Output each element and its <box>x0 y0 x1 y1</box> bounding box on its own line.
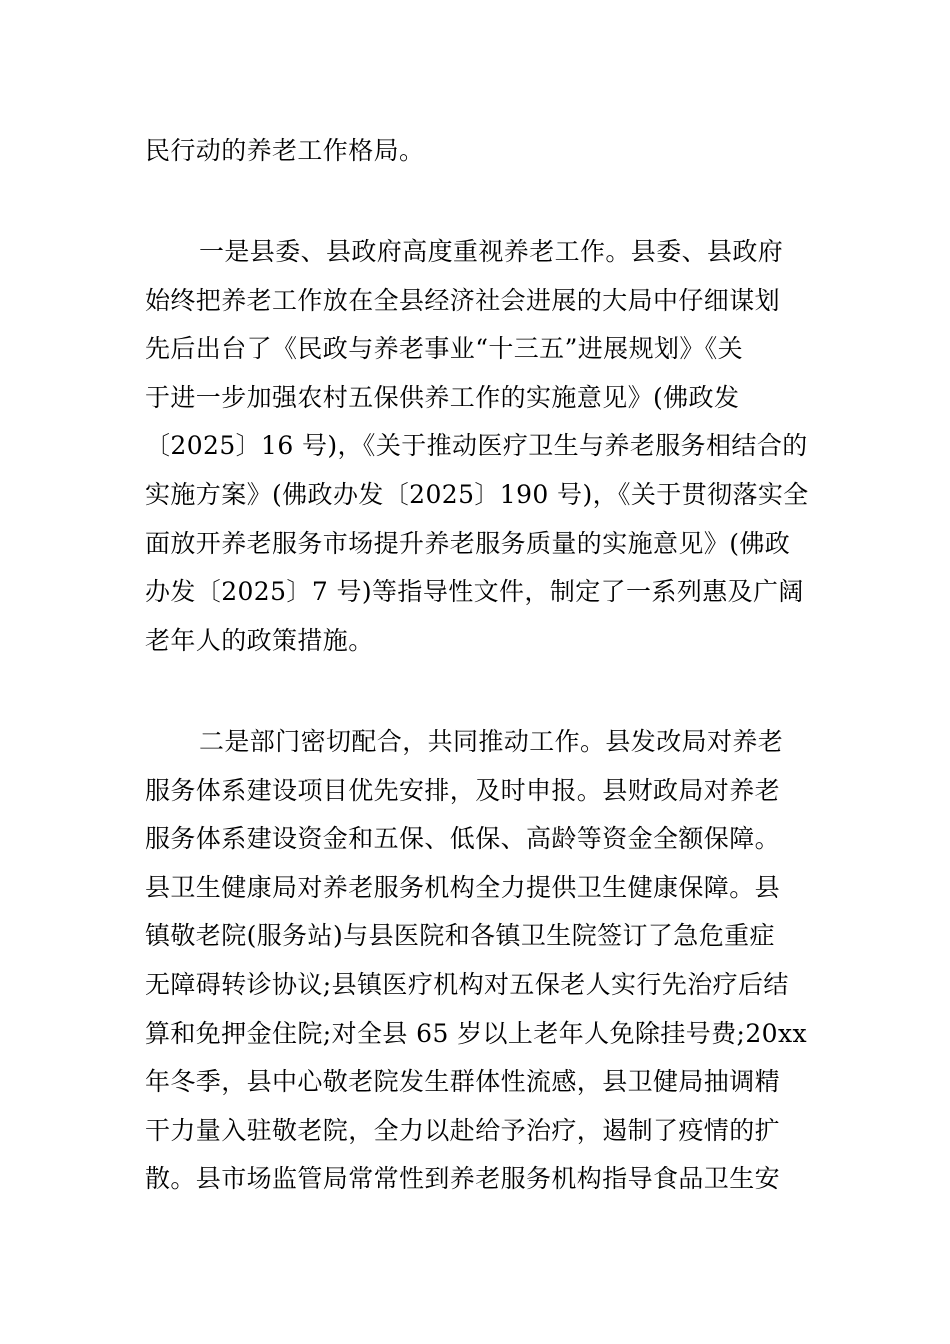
text-line: 一是县委、县政府高度重视养老工作。县委、县政府 <box>199 237 784 266</box>
text-line: 民行动的养老工作格局。 <box>145 136 425 165</box>
text-line: 散。县市场监管局常常性到养老服务机构指导食品卫生安 <box>145 1164 781 1194</box>
text-line: 干力量入驻敬老院，全力以赴给予治疗，遏制了疫情的扩 <box>145 1115 781 1145</box>
text-line: 实施方案》(佛政办发〔2025〕190 号)，《关于贯彻落实全 <box>145 479 809 509</box>
text-line: 无障碍转诊协议;县镇医疗机构对五保老人实行先治疗后结 <box>145 969 789 999</box>
text-line: 二是部门密切配合，共同推动工作。县发改局对养老 <box>199 727 784 756</box>
text-line: 服务体系建设项目优先安排，及时申报。县财政局对养老 <box>145 775 781 805</box>
text-line: 县卫生健康局对养老服务机构全力提供卫生健康保障。县 <box>145 872 781 902</box>
text-line: 算和免押金住院;对全县 65 岁以上老年人免除挂号费;20xx <box>145 1018 807 1048</box>
paragraph-two <box>145 718 805 1204</box>
text-line: 办发〔2025〕7 号)等指导性文件，制定了一系列惠及广阔 <box>145 577 804 607</box>
paragraph-continuation <box>145 127 805 176</box>
text-line: 面放开养老服务市场提升养老服务质量的实施意见》(佛政 <box>145 528 791 558</box>
paragraph-one <box>145 228 809 665</box>
text-line: 〔2025〕16 号)，《关于推动医疗卫生与养老服务相结合的 <box>145 431 808 461</box>
text-line: 于进一步加强农村五保供养工作的实施意见》(佛政发 <box>145 382 740 412</box>
text-line: 老年人的政策措施。 <box>145 625 374 655</box>
text-line: 镇敬老院(服务站)与县医院和各镇卫生院签订了急危重症 <box>145 921 775 951</box>
text-line: 始终把养老工作放在全县经济社会进展的大局中仔细谋划 <box>145 285 781 315</box>
text-line: 年冬季，县中心敬老院发生群体性流感，县卫健局抽调精 <box>145 1067 781 1097</box>
text-line: 服务体系建设资金和五保、低保、高龄等资金全额保障。 <box>145 824 781 854</box>
text-line: 先后出台了《民政与养老事业“十三五”进展规划》《关 <box>145 334 744 364</box>
